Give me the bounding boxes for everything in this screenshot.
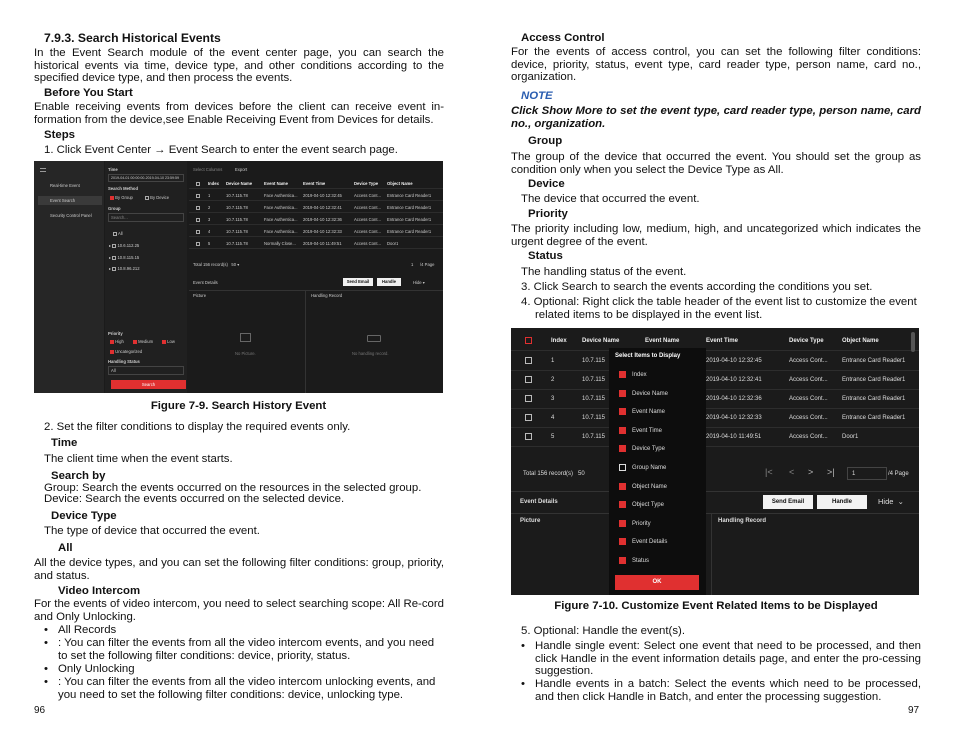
table-cell: 3: [208, 217, 211, 222]
table-row[interactable]: [511, 409, 919, 428]
group-heading: Group: [528, 135, 563, 147]
table-cell: Entrance Card Reader1: [842, 396, 906, 402]
popup-item-label: Priority: [632, 520, 651, 527]
send-email-button[interactable]: Send Email: [763, 495, 813, 509]
checked-checkbox-icon[interactable]: [619, 371, 626, 378]
all-text: All the device types, and you can set the following filter conditions: group, priority, and status.: [34, 557, 444, 582]
status-text: The handling status of the event.: [521, 266, 687, 278]
table-row[interactable]: [511, 352, 919, 371]
tree-all[interactable]: All: [113, 231, 123, 236]
intro-text: In the Event Search module of the event center page, you can search the historical events via time, device type, and other conditions according to the specified device type, and then process the events.: [34, 47, 444, 85]
device-heading: Device: [528, 178, 565, 190]
table-row[interactable]: [189, 190, 443, 201]
picture-label: Picture: [520, 518, 541, 524]
table-header[interactable]: Index Device Name Event Name Event Time Device Type Object Name: [511, 332, 919, 351]
checked-checkbox-icon[interactable]: [619, 427, 626, 434]
sidebar-item-realtime[interactable]: Real-time Event: [50, 183, 80, 188]
popup-item-label: Event Time: [632, 427, 663, 434]
table-row[interactable]: [511, 371, 919, 390]
table-cell: Access Cont...: [789, 434, 828, 440]
group-search-input[interactable]: Search...: [108, 213, 184, 222]
table-cell: 10.7.115: [582, 415, 605, 421]
note-text: Click Show More to set the event type, card reader type, person name, card no., organization.: [511, 105, 921, 130]
group-label: Group: [108, 206, 121, 211]
search-method-label: Search Method: [108, 186, 139, 191]
empty-box-icon: [367, 335, 381, 342]
popup-item-label: Event Name: [632, 409, 666, 416]
checked-checkbox-icon[interactable]: [619, 538, 626, 545]
row-checkbox[interactable]: [525, 352, 532, 371]
popup-item[interactable]: [619, 537, 667, 547]
table-cell: Access Cont...: [354, 205, 381, 210]
checked-checkbox-icon[interactable]: [619, 408, 626, 415]
devtype-heading: Device Type: [51, 510, 117, 522]
popup-item-label: Index: [632, 372, 647, 378]
divider: [305, 290, 306, 393]
popup-title: Select Items to Display: [615, 353, 681, 359]
table-cell: 10.7.115.78: [226, 193, 248, 198]
step-3: 3. Click Search to search the events according the conditions you set.: [521, 281, 873, 293]
handling-status-label: Handling Status: [108, 359, 140, 364]
hide-toggle[interactable]: Hide ▾: [413, 280, 425, 285]
page-input[interactable]: 1: [847, 467, 887, 480]
row-checkbox[interactable]: [196, 226, 200, 237]
table-cell: 2019-04-10 12:32:45: [706, 358, 762, 364]
popup-item-label: Object Name: [632, 483, 668, 490]
table-row[interactable]: [511, 390, 919, 409]
checked-checkbox-icon[interactable]: [619, 557, 626, 564]
pager-prev-icon[interactable]: <: [789, 467, 795, 477]
popup-item-label: Event Details: [632, 539, 668, 546]
devtype-text: The type of device that occurred the event.: [44, 525, 260, 537]
searchby-text-2: Device: Search the events occurred on the selected device.: [44, 493, 345, 505]
sidebar-item-security[interactable]: Security Control Panel: [50, 213, 92, 218]
bullet-all-records: • All Records: [58, 624, 116, 637]
scrollbar[interactable]: [911, 332, 915, 352]
popup-item-label: Group Name: [632, 465, 667, 471]
popup-item-label: Status: [632, 558, 650, 564]
table-cell: 1: [208, 193, 211, 198]
export-button[interactable]: Export: [235, 167, 248, 172]
table-cell: Door1: [842, 434, 859, 440]
search-button[interactable]: Search: [111, 380, 186, 389]
bullet-single-event: • Handle single event: Select one event that need to be processed, and then click Handle in the event information details page, and enter the pro-cessing suggestion.: [535, 640, 921, 678]
priority-uncategorized[interactable]: Uncategorized: [110, 349, 142, 354]
event-search-screenshot: [34, 161, 443, 393]
ac-heading: Access Control: [521, 32, 605, 44]
row-checkbox[interactable]: [525, 371, 532, 390]
row-checkbox[interactable]: [196, 190, 200, 201]
table-cell: 2019-04-10 12:32:33: [706, 415, 762, 421]
priority-high[interactable]: High: [110, 339, 124, 344]
tree-item[interactable]: ▸ 10.6.112.25: [109, 243, 140, 248]
bullet-only-unlocking-desc: • : You can filter the events from all the video intercom unlocking events, and you need to set the following filter conditions: device, unlocking type.: [58, 676, 443, 701]
note-label: NOTE: [521, 90, 553, 102]
handling-record-label: Handling Record: [718, 518, 767, 524]
table-cell: 2019-04-10 12:32:45: [303, 193, 342, 198]
total-records: Total 156 record(s) 50 ▾: [193, 262, 240, 267]
table-cell: 1: [551, 358, 555, 364]
priority-low[interactable]: Low: [162, 339, 175, 344]
checked-checkbox-icon[interactable]: [619, 483, 626, 490]
table-cell: Access Cont...: [354, 241, 381, 246]
page-number-left: 96: [34, 705, 46, 716]
table-cell: 2: [208, 205, 211, 210]
popup-item-label: Device Name: [632, 390, 669, 397]
table-cell: 2019-04-10 12:32:33: [303, 229, 342, 234]
table-row[interactable]: [189, 202, 443, 213]
divider: [189, 290, 443, 291]
steps-heading: Steps: [44, 129, 76, 141]
table-cell: 2019-04-10 12:32:36: [706, 396, 762, 402]
table-cell: 2019-04-10 12:32:41: [303, 205, 342, 210]
table-cell: 10.7.115.78: [226, 217, 248, 222]
popup-item[interactable]: [619, 556, 649, 566]
table-cell: Entrance Card Reader1: [387, 193, 432, 198]
filter-panel: [105, 161, 187, 393]
priority-medium[interactable]: Medium: [133, 339, 153, 344]
by-group-radio[interactable]: By Group: [110, 195, 133, 200]
priority-text: The priority including low, medium, high, and uncategorized which indicates the urgent degree of the event.: [511, 223, 921, 248]
no-record-text: No handling record.: [352, 351, 389, 356]
searchby-text-1: Group: Search the events occurred on the resources in the selected group.: [44, 482, 422, 494]
page-number-right: 97: [908, 705, 920, 716]
searchby-heading: Search by: [51, 470, 106, 482]
table-cell: 2: [551, 377, 555, 383]
table-cell: Door1: [387, 241, 399, 246]
pager-next-icon[interactable]: >: [808, 467, 814, 477]
table-cell: Entrance Card Reader1: [842, 415, 906, 421]
figure-caption-1: Figure 7-9. Search History Event: [150, 400, 327, 412]
divider: [711, 513, 712, 595]
picture-label: Picture: [193, 293, 207, 298]
popup-item[interactable]: [619, 482, 667, 492]
table-cell: Face Authentica...: [264, 229, 298, 234]
popup-item[interactable]: [619, 444, 665, 454]
image-icon: [240, 333, 251, 342]
table-row[interactable]: [189, 238, 443, 249]
before-heading: Before You Start: [44, 87, 133, 99]
send-email-button[interactable]: Send Email: [343, 278, 373, 286]
checked-checkbox-icon[interactable]: [619, 520, 626, 527]
popup-item-label: Object Type: [632, 502, 664, 509]
time-heading: Time: [51, 437, 78, 449]
event-table-area: [189, 161, 443, 393]
table-cell: Face Authentica...: [264, 205, 298, 210]
table-cell: 2019-04-10 12:32:36: [303, 217, 342, 222]
unchecked-checkbox-icon[interactable]: [619, 464, 626, 471]
sidebar: [34, 161, 104, 393]
table-cell: Access Cont...: [789, 415, 828, 421]
divider: [511, 513, 919, 514]
tree-item[interactable]: ▸ 10.8.115.15: [109, 255, 140, 260]
device-text: The device that occurred the event.: [521, 193, 700, 205]
table-cell: 5: [208, 241, 211, 246]
bullet-only-unlocking: • Only Unlocking: [58, 663, 135, 676]
all-heading: All: [58, 542, 73, 554]
tree-item[interactable]: ▸ 10.8.96.212: [109, 266, 140, 271]
table-cell: 4: [551, 415, 555, 421]
page-total: /4 Page: [420, 262, 435, 267]
page-total: /4 Page: [888, 471, 909, 477]
popup-item[interactable]: [619, 519, 651, 529]
divider: [511, 491, 919, 492]
table-cell: Access Cont...: [354, 217, 381, 222]
popup-item-label: Device Type: [632, 446, 665, 453]
event-details-label: Event Details: [193, 280, 218, 285]
table-cell: Face Authentica...: [264, 193, 298, 198]
table-cell: 10.7.115.78: [226, 205, 248, 210]
handle-button[interactable]: Handle: [377, 278, 401, 286]
popup-item[interactable]: [619, 463, 666, 473]
popup-item[interactable]: [619, 370, 647, 380]
by-device-radio[interactable]: By Device: [145, 195, 169, 200]
ok-button[interactable]: OK: [615, 575, 699, 590]
table-cell: Face Authentica...: [264, 217, 298, 222]
page-number[interactable]: 1: [411, 262, 414, 267]
group-text: The group of the device that occurred the event. You should set the group as condition only when you select the Device Type as All.: [511, 151, 921, 176]
pager-last-icon[interactable]: >|: [827, 467, 835, 477]
row-checkbox[interactable]: [525, 428, 532, 447]
status-heading: Status: [528, 250, 563, 262]
step-5: 5. Optional: Handle the event(s).: [521, 625, 685, 637]
time-field[interactable]: 2019-04-01 00:00:00-2019-04-10 23:59:59: [108, 174, 184, 182]
row-checkbox[interactable]: [525, 409, 532, 428]
table-cell: 10.7.115.78: [226, 229, 248, 234]
customize-items-screenshot: [511, 328, 919, 595]
hide-toggle[interactable]: Hide ⌄: [878, 497, 904, 506]
popup-item[interactable]: [619, 407, 665, 417]
table-cell: 5: [551, 434, 555, 440]
bullet-batch-events: • Handle events in a batch: Select the events which need to be processed, and then click Handle in Batch, and enter the processing suggestion.: [535, 678, 921, 703]
popup-item[interactable]: [619, 389, 668, 399]
table-cell: 2019-04-10 11:49:51: [303, 241, 342, 246]
event-details-label: Event Details: [520, 499, 558, 505]
table-cell: 10.7.115: [582, 396, 605, 402]
select-items-popup: [609, 348, 706, 595]
right-page: [477, 0, 954, 738]
popup-item[interactable]: [619, 500, 664, 510]
table-cell: 2019-04-10 11:49:51: [706, 434, 762, 440]
table-row[interactable]: [189, 226, 443, 237]
table-cell: Entrance Card Reader1: [387, 229, 432, 234]
step-1: 1. Click Event Center → Event Search to enter the event search page.: [44, 144, 398, 156]
priority-label: Priority: [108, 331, 123, 336]
menu-icon: [40, 168, 46, 172]
table-cell: Entrance Card Reader1: [387, 217, 432, 222]
row-checkbox[interactable]: [196, 238, 200, 249]
vi-text: For the events of video intercom, you need to select searching scope: All Re-cord and Only Unlocking.: [34, 598, 444, 623]
handling-status-select[interactable]: All: [108, 366, 184, 375]
time-text: The client time when the event starts.: [44, 453, 233, 465]
table-row[interactable]: [511, 428, 919, 447]
table-cell: Normally Close...: [264, 241, 296, 246]
checked-checkbox-icon[interactable]: [619, 390, 626, 397]
table-cell: 10.7.115: [582, 377, 605, 383]
row-checkbox[interactable]: [196, 202, 200, 213]
table-cell: Entrance Card Reader1: [842, 377, 906, 383]
table-cell: Access Cont...: [354, 193, 381, 198]
table-cell: 10.7.115.78: [226, 241, 248, 246]
table-cell: 10.7.115: [582, 434, 605, 440]
checked-checkbox-icon[interactable]: [619, 501, 626, 508]
popup-item[interactable]: [619, 426, 662, 436]
sidebar-item-event-search[interactable]: Event Search: [38, 196, 102, 205]
priority-heading: Priority: [528, 208, 568, 220]
table-cell: 10.7.115: [582, 358, 605, 364]
pager-first-icon[interactable]: |<: [765, 467, 773, 477]
vi-heading: Video Intercom: [58, 585, 141, 597]
section-title: 7.9.3. Search Historical Events: [44, 31, 221, 45]
row-checkbox[interactable]: [196, 214, 200, 225]
bullet-all-records-desc: • : You can filter the events from all the video intercom events, and you need to set the following filter conditions: device, priority, status.: [58, 637, 443, 662]
table-cell: Access Cont...: [789, 396, 828, 402]
row-checkbox[interactable]: [525, 390, 532, 409]
table-cell: 2019-04-10 12:32:41: [706, 377, 762, 383]
handle-button[interactable]: Handle: [817, 495, 867, 509]
handling-record-label: Handling Record: [311, 293, 343, 298]
total-records: Total 156 record(s) 50: [523, 471, 585, 477]
checked-checkbox-icon[interactable]: [619, 445, 626, 452]
step-4: 4. Optional: Right click the table header of the event list to customize the event related items to be displayed in the event list.: [521, 296, 917, 321]
select-columns-button[interactable]: Select Columns: [193, 167, 223, 172]
table-cell: 4: [208, 229, 211, 234]
table-cell: Access Cont...: [354, 229, 381, 234]
table-cell: Entrance Card Reader1: [387, 205, 432, 210]
before-text: Enable receiving events from devices before the client can receive event in-formation from the device,see Enable Receiving Event from Devices for details.: [34, 101, 444, 126]
figure-caption-2: Figure 7-10. Customize Event Related Items to be Displayed: [554, 600, 878, 612]
step-2: 2. Set the filter conditions to display the required events only.: [44, 421, 351, 433]
no-picture-text: No Picture.: [235, 351, 256, 356]
time-label: Time: [108, 167, 118, 172]
table-cell: Access Cont...: [789, 358, 828, 364]
table-header[interactable]: Index Device Name Event Name Event Time Device Type Object Name: [189, 178, 443, 189]
table-cell: Access Cont...: [789, 377, 828, 383]
table-cell: Entrance Card Reader1: [842, 358, 906, 364]
table-cell: 3: [551, 396, 555, 402]
table-row[interactable]: [189, 214, 443, 225]
ac-text: For the events of access control, you can set the following filter conditions: device, priority, status, event type, card reader type, person name, card no., organization.: [511, 46, 921, 84]
